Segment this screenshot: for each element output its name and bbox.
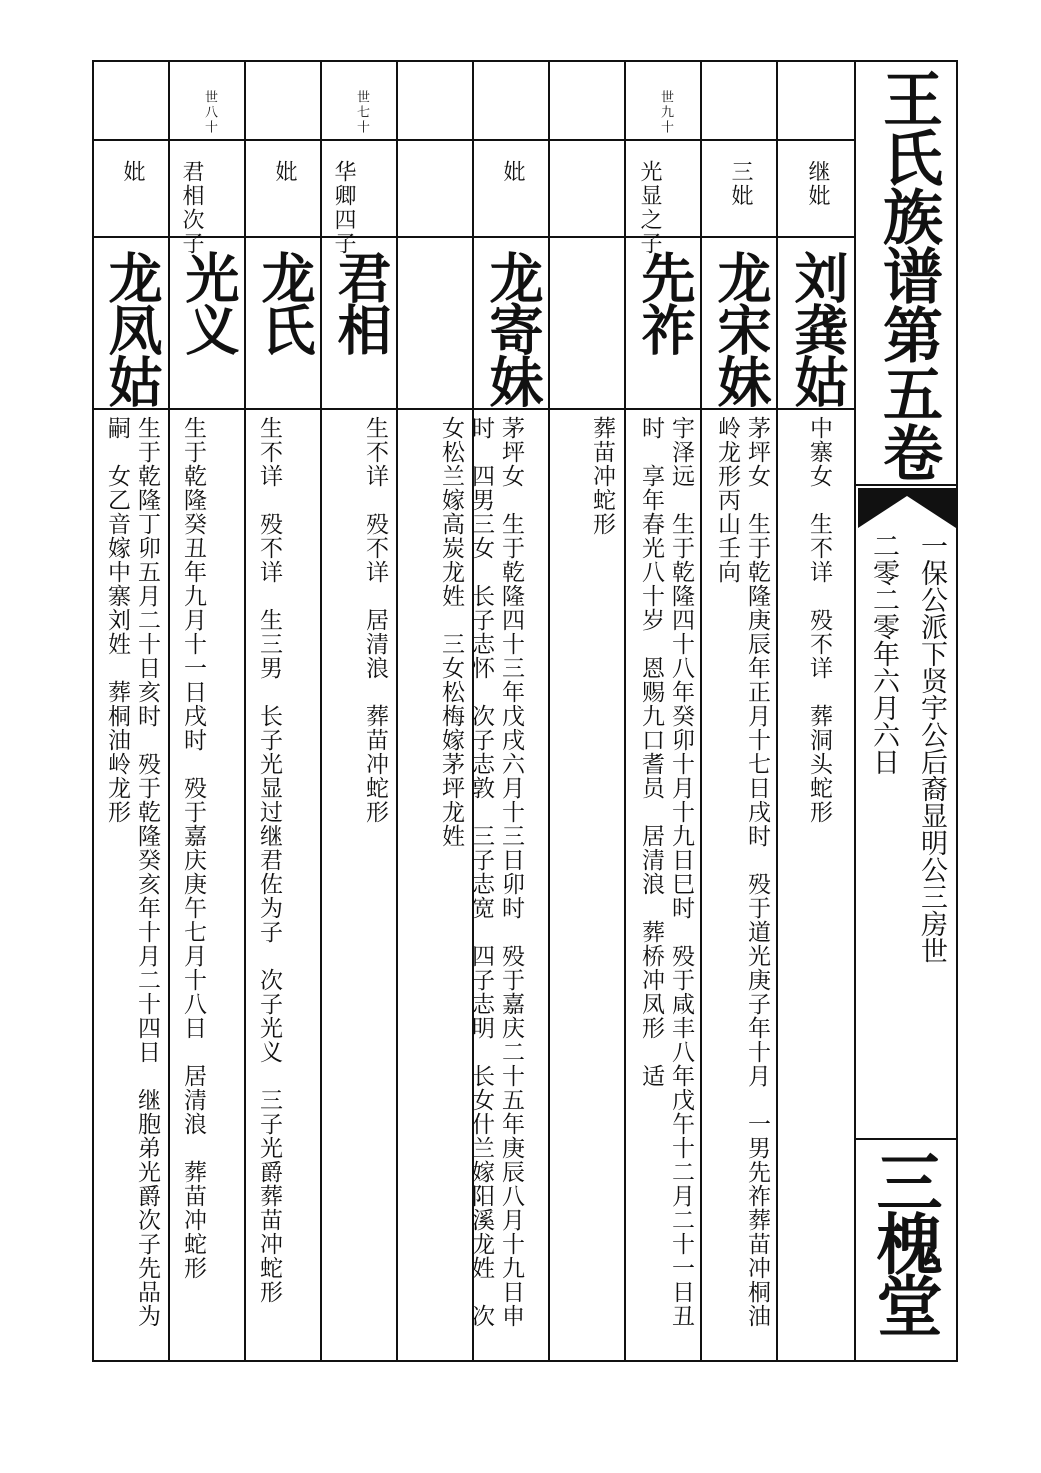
person-name: 龙氏 xyxy=(253,250,317,354)
generation-label: 世八十 xyxy=(202,90,217,135)
role-label: 妣 xyxy=(120,160,145,184)
panel-divider-top xyxy=(856,484,956,486)
hall-name: 三槐堂 xyxy=(865,1148,943,1334)
page-title: 王氏族谱第五卷 xyxy=(873,68,943,481)
person-record: 生于乾隆癸丑年九月十一日戌时 殁于嘉庆庚午七月十八日 居清浪 葬苗冲蛇形 xyxy=(180,416,206,1280)
person-name: 龙宋妹 xyxy=(709,250,773,406)
generation-label: 世九十 xyxy=(658,90,673,135)
person-name: 光义 xyxy=(177,250,241,354)
role-label: 继妣 xyxy=(805,160,830,208)
person-record: 生于乾隆丁卯五月二十日亥时 殁于乾隆癸亥年十月二十四日 继胞弟光爵次子先品为嗣 女乙音嫁中寨刘姓 葬桐油岭龙形 xyxy=(104,416,160,1328)
row-divider-name xyxy=(92,408,856,410)
fishtail-mark-icon xyxy=(858,488,956,528)
role-label: 妣 xyxy=(272,160,297,184)
generation-label: 世七十 xyxy=(354,90,369,135)
person-record: 茅坪女 生于乾隆庚辰年正月十七日戌时 殁于道光庚子年十月 一男先祚葬苗冲桐油岭龙形丙山壬向 xyxy=(714,416,770,1328)
person-record: 茅坪女 生于乾隆四十三年戊戌六月十三日卯时 殁于嘉庆二十五年庚辰八月十九日申时 四男三女 长子志怀 次子志敦 三子志宽 四子志明 长女什兰嫁阳溪龙姓 次女松兰嫁高炭龙姓 三女松梅嫁茅坪龙姓 xyxy=(438,416,524,1328)
person-name: 龙凤姑 xyxy=(100,250,164,406)
role-label: 三妣 xyxy=(728,160,753,208)
row-divider-generation xyxy=(92,139,856,141)
role-label: 光显之子 xyxy=(637,160,662,256)
role-label: 华卿四子 xyxy=(331,160,356,256)
person-record: 葬苗冲蛇形 xyxy=(589,416,615,536)
row-divider-role xyxy=(92,236,856,238)
person-name: 先祚 xyxy=(633,250,697,354)
role-label: 君相次子 xyxy=(179,160,204,256)
person-record: 宇泽远 生于乾隆四十八年癸卯十月十九日巳时 殁于咸丰八年戊午十二月二十一日丑时 享年春光八十岁 恩赐九口耆员 居清浪 葬桥冲凤形 适 xyxy=(638,416,694,1328)
person-name: 刘龚姑 xyxy=(786,250,850,406)
person-record: 生不详 殁不详 居清浪 葬苗冲蛇形 xyxy=(362,416,388,824)
role-label: 妣 xyxy=(500,160,525,184)
person-name: 龙寄妹 xyxy=(481,250,545,406)
panel-divider-bottom xyxy=(856,1138,956,1140)
subtitle-date: 二零二零年六月六日 xyxy=(868,532,899,775)
person-record: 生不详 殁不详 生三男 长子光显过继君佐为子 次子光义 三子光爵葬苗冲蛇形 xyxy=(256,416,282,1304)
person-record: 中寨女 生不详 殁不详 葬洞头蛇形 xyxy=(806,416,832,824)
person-name: 君相 xyxy=(329,250,393,354)
subtitle-lineage: 一保公派下贤宇公后裔显明公三房世 xyxy=(916,532,947,964)
